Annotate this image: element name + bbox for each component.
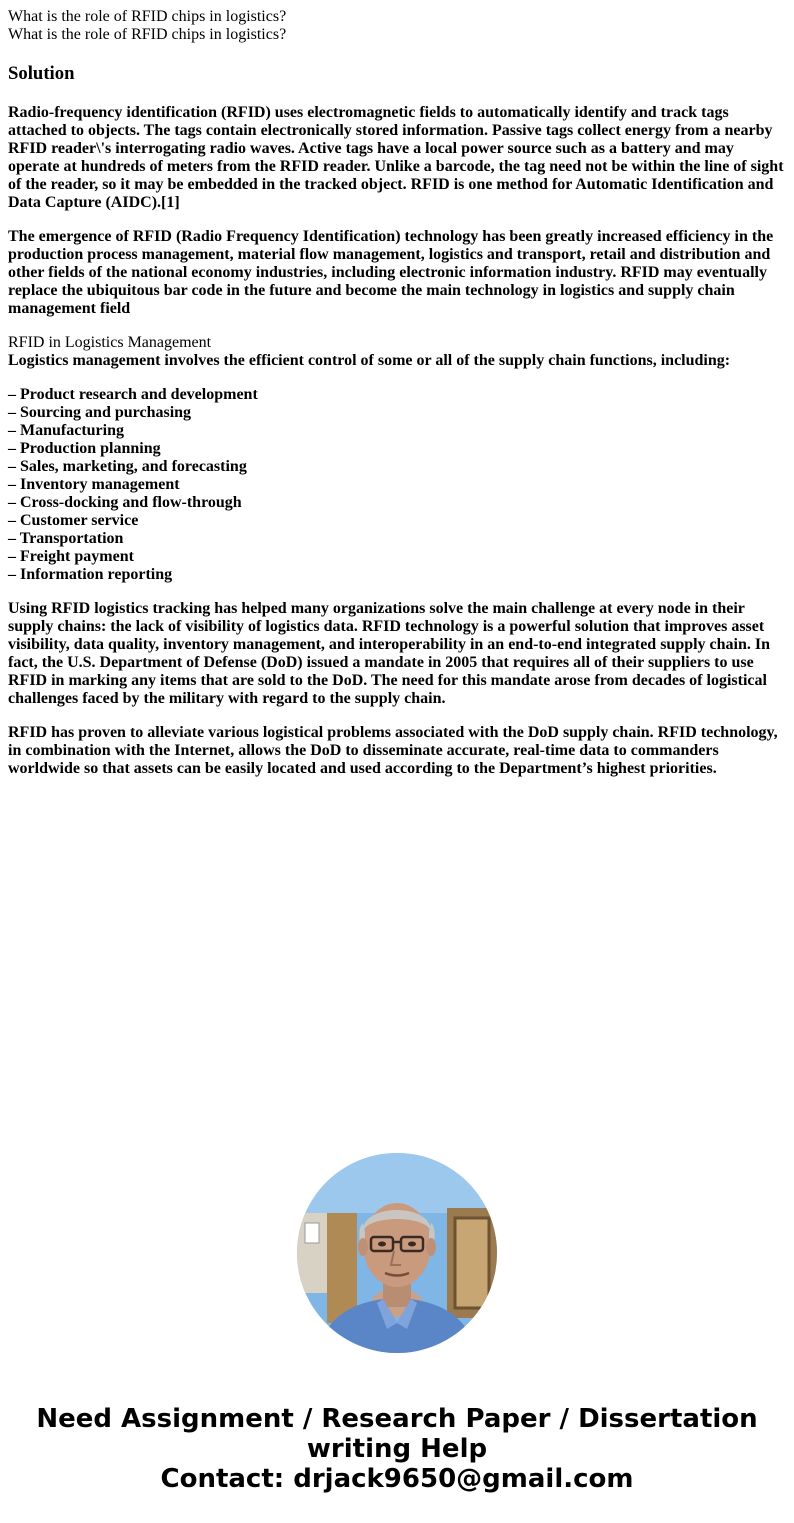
list-item: – Sales, marketing, and forecasting xyxy=(8,458,247,475)
list-item: – Customer service xyxy=(8,512,139,529)
solution-heading: Solution xyxy=(8,63,75,84)
section-intro: Logistics management involves the efficient control of some or all of the supply chain functions, including: xyxy=(8,352,731,369)
promo-banner xyxy=(0,1404,794,1494)
solution-body xyxy=(8,104,786,778)
question-text-repeat: What is the role of RFID chips in logistics? xyxy=(8,26,287,43)
list-item: – Transportation xyxy=(8,530,124,547)
list-item: – Production planning xyxy=(8,440,161,457)
paragraph-rfid-emergence: The emergence of RFID (Radio Frequency Identification) technology has been greatly increased efficiency in the production process management, material flow management, logistics and transport, retail and distribution and other fields of the national economy industries, including electronic information industry. RFID may eventually replace the ubiquitous bar code in the future and become the main technology in logistics and supply chain management field xyxy=(8,228,774,317)
avatar xyxy=(297,1153,497,1353)
list-item: – Product research and development xyxy=(8,386,258,403)
list-item: – Cross-docking and flow-through xyxy=(8,494,242,511)
list-item: – Manufacturing xyxy=(8,422,124,439)
list-item: – Inventory management xyxy=(8,476,180,493)
paragraph-rfid-definition: Radio-frequency identification (RFID) uses electromagnetic fields to automatically identify and track tags attached to objects. The tags contain electronically stored information. Passive tags collect energy from a nearby RFID reader\'s interrogating radio waves. Active tags have a local power source such as a battery and may operate at hundreds of meters from the RFID reader. Unlike a barcode, the tag need not be within the line of sight of the reader, so it may be embedded in the tracked object. RFID is one method for Automatic Identification and Data Capture (AIDC).[1] xyxy=(8,104,784,211)
list-item: – Information reporting xyxy=(8,566,173,583)
question-text: What is the role of RFID chips in logistics? xyxy=(8,8,287,25)
promo-line: writing Help xyxy=(306,1434,488,1464)
avatar-portrait xyxy=(297,1153,497,1353)
promo-contact: Contact: drjack9650@gmail.com xyxy=(160,1464,634,1494)
list-item: – Sourcing and purchasing xyxy=(8,404,192,421)
section-title: RFID in Logistics Management xyxy=(8,334,212,351)
section-logistics-management xyxy=(8,334,786,370)
promo-line: Need Assignment / Research Paper / Dissertation xyxy=(36,1404,758,1434)
paragraph-rfid-dod: RFID has proven to alleviate various logistical problems associated with the DoD supply chain. RFID technology, in combination with the Internet, allows the DoD to disseminate accurate, real-time data to commanders worldwide so that assets can be easily located and used according to the Department’s highest priorities. xyxy=(8,724,778,777)
paragraph-rfid-tracking: Using RFID logistics tracking has helped many organizations solve the main challenge at every node in their supply chains: the lack of visibility of logistics data. RFID technology is a powerful solution that improves asset visibility, data quality, inventory management, and interoperability in an end-to-end integrated supply chain. In fact, the U.S. Department of Defense (DoD) issued a mandate in 2005 that requires all of their suppliers to use RFID in marking any items that are sold to the DoD. The need for this mandate arose from decades of logistical challenges faced by the military with regard to the supply chain. xyxy=(8,600,771,707)
supply-chain-functions-list xyxy=(8,386,786,584)
question xyxy=(8,8,786,44)
list-item: – Freight payment xyxy=(8,548,134,565)
page-content xyxy=(8,8,786,794)
